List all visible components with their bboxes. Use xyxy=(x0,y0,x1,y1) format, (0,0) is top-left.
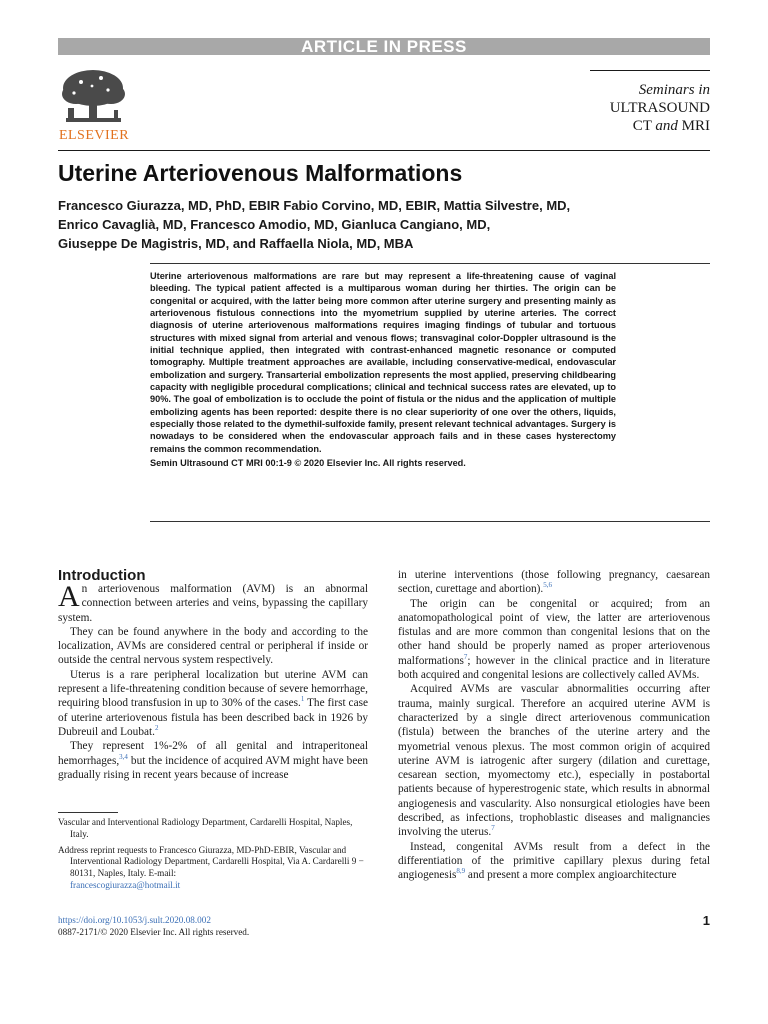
journal-line-1: Seminars in xyxy=(638,82,710,98)
journal-mri: MRI xyxy=(681,118,710,134)
paragraph xyxy=(398,568,710,597)
paragraph-text: They represent 1%-2% of all genital and intraperitoneal hemorrhages, xyxy=(58,740,368,767)
page-footer xyxy=(58,914,249,938)
paragraph xyxy=(58,582,368,625)
citation-link[interactable]: 5,6 xyxy=(543,581,552,590)
journal-ct: CT xyxy=(632,118,652,134)
paragraph-text: n arteriovenous malformation (AVM) is an abnormal connection between arteries and veins, bypassing the capillary system. xyxy=(58,583,368,624)
paragraph-text: and present a more complex angioarchitecture xyxy=(465,869,677,882)
journal-logo xyxy=(590,70,710,135)
email-link[interactable]: francescogiurazza@hotmail.it xyxy=(70,879,181,890)
paragraph xyxy=(398,682,710,839)
paragraph xyxy=(58,668,368,739)
correspondence-note xyxy=(58,845,372,892)
drop-cap: A xyxy=(58,580,80,613)
paragraph-text: The first case of uterine arteriovenous fistula has been described back in 1926 by Dubreuil and Loubat. xyxy=(58,697,368,738)
paragraph: They can be found anywhere in the body and according to the localization, AVMs are considered central or peripheral if inside or outside the central nervous system respectively. xyxy=(58,625,368,667)
right-column xyxy=(398,568,710,883)
paragraph-text: Instead, congenital AVMs result from a defect in the differentiation of the primitive capillary plexus during fetal angiogenesis xyxy=(398,840,710,882)
citation-link[interactable]: 2 xyxy=(154,724,159,733)
journal-and: and xyxy=(655,118,678,134)
paragraph-text: but the incidence of acquired AVM might have been gradually rising in recent years because of increase xyxy=(58,754,368,781)
citation-link[interactable]: 7 xyxy=(491,824,495,833)
paragraph-text: The origin can be congenital or acquired; from an anatomopathological point of view, the latter are arteriovenous fistulas and are more common than congenital lesions that on the other hand should be properly named as proper arteriovenous malformations xyxy=(398,597,710,667)
publisher-name: ELSEVIER xyxy=(58,128,130,143)
author-line: Giuseppe De Magistris, MD, and Raffaella Niola, MD, MBA xyxy=(58,236,414,251)
paragraph xyxy=(398,840,710,883)
abstract-top-rule xyxy=(150,263,710,264)
abstract-citation: Semin Ultrasound CT MRI 00:1-9 © 2020 Elsevier Inc. All rights reserved. xyxy=(150,458,466,469)
article-in-press-banner: ARTICLE IN PRESS xyxy=(58,38,710,55)
abstract-text: Uterine arteriovenous malformations are rare but may represent a life-threatening cause of vaginal bleeding. The typical patient affected is a multiparous woman during her thirties. The origin can be congenital or acquired, with the latter being more common after uterine surgery and presenting mainly as arteriovenous fistulous connections into the myometrium supplied by uterine arteries. The correct diagnosis of uterine arteriovenous malformations requires imaging findings of tubular and tortuous structures with mixed signal from arterial and venous flows; transvaginal color-Doppler ultrasound is the initial technique applied, then integrated with contrast-enhanced magnetic resonance or computed tomography. Multiple treatment approaches are available, including conservative-medical, endovascular embolization and surgery. Transarterial embolization represents the most applied, preserving childbearing capacity with negligible procedural complications; clinical and technical success rates are elevated, up to 90%. The goal of embolization is to occlude the point of fistula or the nidus and the application of multiple embolizing agents has been reported: despite there is no clear superiority of one over the others, liquids, especially those related to the dymethil-sulfoxide family, present relevant technical advantages. Surgery is nowadays to be considered when the endovascular approach fails and in these cases hysterectomy remains the common recommendation. xyxy=(150,271,616,454)
title-rule xyxy=(58,150,710,151)
author-line: Francesco Giurazza, MD, PhD, EBIR Fabio Corvino, MD, EBIR, Mattia Silvestre, MD, xyxy=(58,198,571,213)
paragraph xyxy=(58,739,368,782)
footnotes xyxy=(58,817,372,896)
citation-link[interactable]: 1 xyxy=(300,695,305,704)
abstract-bottom-rule xyxy=(150,521,710,522)
citation-link[interactable]: 3,4 xyxy=(119,752,128,761)
paragraph-text: in uterine interventions (those following pregnancy, caesarean section, curettage and abortion). xyxy=(398,569,710,596)
paragraph-text: Acquired AVMs are vascular abnormalities occurring after trauma, mainly surgical. Therefore an acquired uterine AVM is characterized by a single direct arteriovenous communication (fistula) between the branches of the uterine artery and the myometrial venous plexus. The most common origin of acquired uterine AVM is iatrogenic after surgery (dilation and curettage, cesarean section, myomectomy etc.), especially in postabortal patients because of hyperestrogenic state, which results in abnormal angiogenesis and vascularity. Also nonsurgical etiologies have been described, as infections, trophoblastic diseases and malignancies involving the uterus. xyxy=(398,683,710,839)
page-number: 1 xyxy=(702,913,710,928)
citation-link[interactable]: 8,9 xyxy=(456,867,466,876)
journal-line-2: ULTRASOUND xyxy=(609,100,710,116)
article-title: Uterine Arteriovenous Malformations xyxy=(58,160,463,186)
doi-link[interactable]: https://doi.org/10.1053/j.sult.2020.08.002 xyxy=(58,915,211,925)
journal-line-3 xyxy=(590,117,710,135)
author-list xyxy=(58,196,698,253)
citation-link[interactable]: 7 xyxy=(463,653,468,662)
author-line: Enrico Cavaglià, MD, Francesco Amodio, MD, Gianluca Cangiano, MD, xyxy=(58,217,491,232)
left-column xyxy=(58,582,368,782)
affiliation-note: Vascular and Interventional Radiology Department, Cardarelli Hospital, Naples, Italy. xyxy=(58,817,353,839)
abstract xyxy=(150,270,616,470)
paragraph-text: Uterus is a rare peripheral localization but uterine AVM can represent a life-threatening condition because of severe hemorrhage, requiring blood transfusion in up to 30% of the cases. xyxy=(58,668,368,710)
paragraph xyxy=(398,597,710,683)
correspondence-text: Address reprint requests to Francesco Giurazza, MD-PhD-EBIR, Vascular and Interventional Radiology Department, Cardarelli Hospital, Via A. Cardarelli 9 − 80131, Naples, Italy. E-mail: xyxy=(58,844,364,879)
copyright-line: 0887-2171/© 2020 Elsevier Inc. All rights reserved. xyxy=(58,927,250,937)
footnote-rule xyxy=(58,812,118,813)
section-heading-introduction: Introduction xyxy=(58,567,146,584)
paragraph-text: ; however in the clinical practice and in literature both acquired and congenital lesions are collectively called AVMs. xyxy=(398,654,710,682)
